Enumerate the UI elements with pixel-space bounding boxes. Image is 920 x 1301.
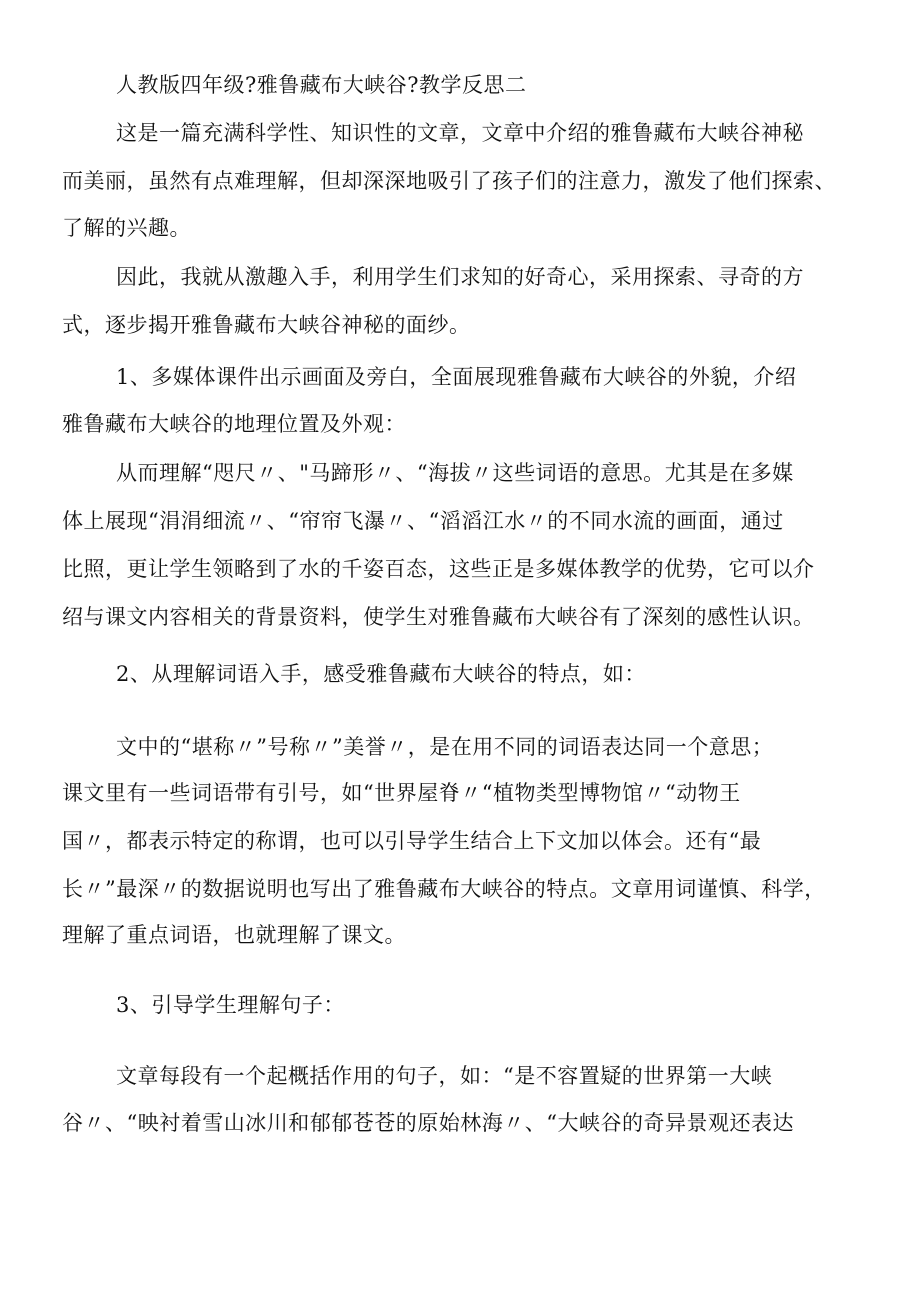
paragraph-line: 课文里有一些词语带有引号，如“世界屋脊〃“植物类型博物馆〃“动物王 xyxy=(62,781,741,805)
list-item-line: 3、引导学生理解句子： xyxy=(116,993,345,1017)
paragraph-line: 而美丽，虽然有点难理解，但却深深地吸引了孩子们的注意力，激发了他们探索、 xyxy=(62,169,836,193)
list-item-line: 2、从理解词语入手，感受雅鲁藏布大峡谷的特点，如： xyxy=(116,662,646,686)
paragraph-line: 体上展现“涓涓细流〃、“帘帘飞瀑〃、“滔滔江水〃的不同水流的画面，通过 xyxy=(62,509,784,533)
paragraph-line: 从而理解“咫尺〃、"马蹄形〃、“海拔〃这些词语的意思。尤其是在多媒 xyxy=(116,461,794,485)
paragraph-line: 因此，我就从激趣入手，利用学生们求知的好奇心，采用探索、寻奇的方 xyxy=(116,265,804,289)
document-title: 人教版四年级?雅鲁藏布大峡谷?教学反思二 xyxy=(116,73,527,97)
paragraph-line: 了解的兴趣。 xyxy=(62,216,191,240)
paragraph-line: 比照，更让学生领略到了水的千姿百态，这些正是多媒体教学的优势，它可以介 xyxy=(62,557,815,581)
paragraph-line: 绍与课文内容相关的背景资料，使学生对雅鲁藏布大峡谷有了深刻的感性认识。 xyxy=(62,605,815,629)
paragraph-line: 这是一篇充满科学性、知识性的文章，文章中介绍的雅鲁藏布大峡谷神秘 xyxy=(116,121,804,145)
paragraph-line: 谷〃、“映衬着雪山冰川和郁郁苍苍的原始林海〃、“大峡谷的奇异景观还表达 xyxy=(62,1111,794,1135)
paragraph-line: 国〃，都表示特定的称谓，也可以引导学生结合上下文加以体会。还有“最 xyxy=(62,829,762,853)
list-item-line: 1、多媒体课件出示画面及旁白，全面展现雅鲁藏布大峡谷的外貌，介绍 xyxy=(116,365,797,389)
paragraph-line: 长〃”最深〃的数据说明也写出了雅鲁藏布大峡谷的特点。文章用词谨慎、科学， xyxy=(62,877,826,901)
paragraph-line: 文章每段有一个起概括作用的句子，如：“是不容置疑的世界第一大峡 xyxy=(116,1064,773,1088)
paragraph-line: 理解了重点词语，也就理解了课文。 xyxy=(62,923,406,947)
list-item-line: 雅鲁藏布大峡谷的地理位置及外观： xyxy=(62,412,406,436)
paragraph-line: 式，逐步揭开雅鲁藏布大峡谷神秘的面纱。 xyxy=(62,313,471,337)
paragraph-line: 文中的“堪称〃”号称〃”美誉〃，是在用不同的词语表达同一个意思； xyxy=(116,735,774,759)
